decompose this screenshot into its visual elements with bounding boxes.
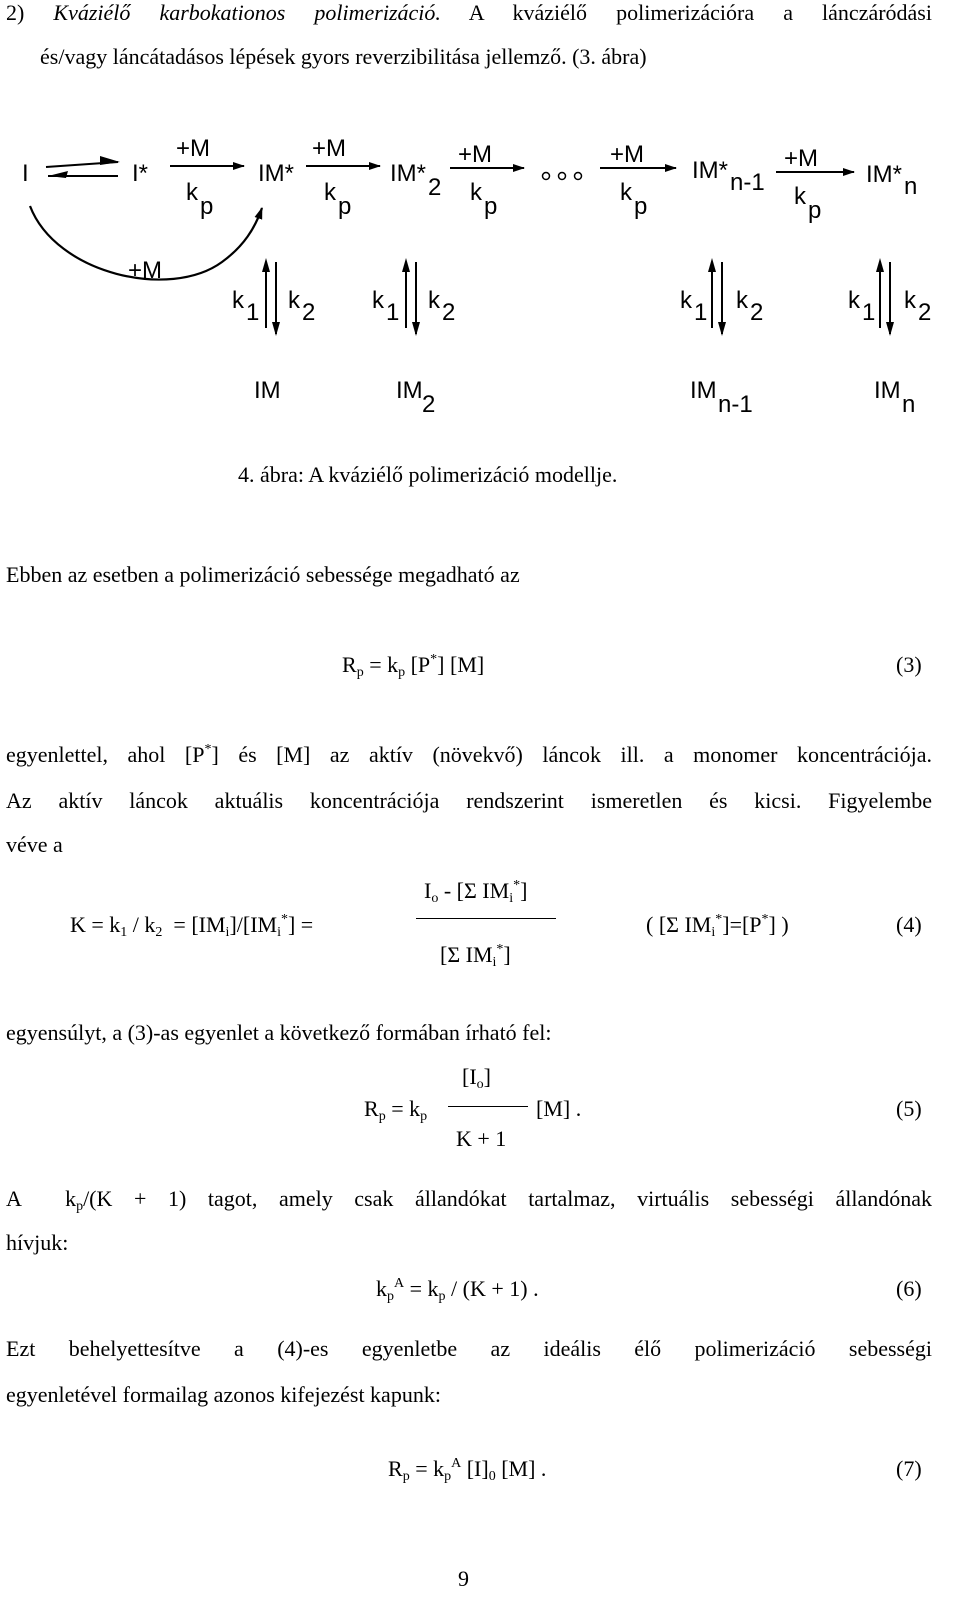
svg-text:k: k bbox=[372, 287, 384, 314]
figure-caption: 4. ábra: A kváziélő polimerizáció modellje. bbox=[238, 462, 618, 487]
kp-4: k bbox=[620, 179, 632, 206]
svg-text:1: 1 bbox=[694, 299, 708, 326]
paragraph-2-line1: egyenlettel, ahol [P*] és [M] az aktív (növekvő) láncok ill. a monomer koncentrációja. bbox=[6, 742, 932, 767]
dormant-im-2-sub: 2 bbox=[422, 391, 436, 418]
section-intro: A kváziélő polimerizációra a lánczáródási bbox=[468, 0, 932, 25]
paragraph-4-line2: hívjuk: bbox=[6, 1230, 69, 1255]
equation-5-lhs: $R_p = k_p$ bbox=[364, 1096, 428, 1124]
equilibrium-3 bbox=[680, 258, 763, 336]
svg-text:k: k bbox=[232, 287, 244, 314]
equilibrium-2 bbox=[372, 258, 455, 336]
svg-text:2: 2 bbox=[918, 299, 932, 326]
species-im-star-n-sub: n bbox=[904, 173, 918, 200]
dormant-im-n: IM bbox=[874, 377, 901, 404]
paragraph-2-line3: véve a bbox=[6, 832, 63, 857]
svg-text:1: 1 bbox=[386, 299, 400, 326]
equation-4-denominator: [Σ $IM_i^*$] bbox=[440, 942, 511, 970]
section-number: 2) bbox=[6, 0, 25, 25]
plus-m-2: +M bbox=[312, 135, 347, 162]
plus-m-5: +M bbox=[784, 145, 819, 172]
kp-1-sub: p bbox=[200, 193, 214, 220]
plus-m-4: +M bbox=[610, 141, 645, 168]
equation-7-number: (7) bbox=[896, 1456, 922, 1481]
svg-text:1: 1 bbox=[246, 299, 260, 326]
dormant-im: IM bbox=[254, 377, 281, 404]
svg-text:k: k bbox=[736, 287, 748, 314]
active-initiator-label: I* bbox=[132, 160, 149, 187]
dormant-im-2: IM bbox=[396, 377, 423, 404]
species-im-star-n1: IM* bbox=[692, 157, 728, 184]
kp-1: k bbox=[186, 179, 198, 206]
species-im-star-n1-sub: n-1 bbox=[730, 169, 765, 196]
species-im-star: IM* bbox=[258, 160, 294, 187]
paragraph-5-line2: egyenletével formailag azonos kifejezést kapunk: bbox=[6, 1382, 441, 1407]
dormant-im-n1-sub: n-1 bbox=[718, 391, 753, 418]
kp-2: k bbox=[324, 179, 336, 206]
kp-5: k bbox=[794, 183, 806, 210]
equilibrium-4 bbox=[848, 258, 931, 336]
svg-text:k: k bbox=[904, 287, 916, 314]
equation-4-numerator: $I_o - [\Sigma$ $IM_i^*$] bbox=[424, 878, 528, 906]
kp-3: k bbox=[470, 179, 482, 206]
equation-5-fraction-bar bbox=[448, 1106, 528, 1107]
svg-text:k: k bbox=[428, 287, 440, 314]
paragraph-1: Ebben az esetben a polimerizáció sebessége megadható az bbox=[6, 562, 520, 587]
paragraph-3: egyensúlyt, a (3)-as egyenlet a következő formában írható fel: bbox=[6, 1020, 552, 1045]
ellipsis-dots bbox=[543, 173, 582, 180]
svg-text:1: 1 bbox=[862, 299, 876, 326]
section-title: Kváziélő karbokationos polimerizáció. bbox=[53, 0, 441, 25]
dormant-im-n1: IM bbox=[690, 377, 717, 404]
equilibrium-arrow-i bbox=[46, 156, 120, 178]
equation-5-denominator: K + 1 bbox=[456, 1126, 507, 1151]
svg-text:2: 2 bbox=[750, 299, 764, 326]
equation-4-lhs: $K = k_1 / k_2 = [IM_i]/[IM_i^*]$ = bbox=[70, 912, 314, 940]
equation-4-condition: ( [Σ $IM_i^*]=[P^*]$ ) bbox=[646, 912, 789, 940]
paragraph-2-line2: Az aktív láncok aktuális koncentrációja rendszerint ismeretlen és kicsi. Figyelembe bbox=[6, 788, 932, 813]
svg-text:k: k bbox=[288, 287, 300, 314]
equation-3-number: (3) bbox=[896, 652, 922, 677]
kp-5-sub: p bbox=[808, 197, 822, 224]
equation-5-number: (5) bbox=[896, 1096, 922, 1121]
svg-text:2: 2 bbox=[302, 299, 316, 326]
equation-4-fraction-bar bbox=[416, 918, 556, 919]
equation-3: $R_p = k_p$ [P*] [M] bbox=[342, 652, 485, 680]
paragraph-5-line1: Ezt behelyettesítve a (4)-es egyenletbe az ideális élő polimerizáció sebességi bbox=[6, 1336, 932, 1361]
kp-4-sub: p bbox=[634, 193, 648, 220]
equation-4-number: (4) bbox=[896, 912, 922, 937]
section-heading-line2: és/vagy láncátadásos lépések gyors reverzibilitása jellemző. (3. ábra) bbox=[40, 44, 647, 69]
equation-5-rhs: [M] . bbox=[536, 1096, 582, 1121]
equation-5-numerator: $[I_o]$ bbox=[462, 1064, 491, 1092]
equation-6-number: (6) bbox=[896, 1276, 922, 1301]
paragraph-4-line1: A $k_p/(K + 1)$ tagot, amely csak állandókat tartalmaz, virtuális sebességi állandónak bbox=[6, 1186, 932, 1214]
quasi-living-scheme bbox=[0, 0, 960, 440]
species-im-star-2-sub: 2 bbox=[428, 174, 442, 201]
plus-m-initiation: +M bbox=[128, 257, 163, 284]
svg-text:2: 2 bbox=[442, 299, 456, 326]
kp-2-sub: p bbox=[338, 193, 352, 220]
species-im-star-2: IM* bbox=[390, 160, 426, 187]
equilibrium-1 bbox=[232, 258, 315, 336]
page-number: 9 bbox=[458, 1566, 469, 1591]
kp-3-sub: p bbox=[484, 193, 498, 220]
plus-m-3: +M bbox=[458, 141, 493, 168]
dormant-im-n-sub: n bbox=[902, 391, 916, 418]
equation-7: $R_p = k_p^A$ $[I]_0$ [M] . bbox=[388, 1456, 547, 1484]
plus-m-1: +M bbox=[176, 135, 211, 162]
svg-text:k: k bbox=[680, 287, 692, 314]
svg-text:k: k bbox=[848, 287, 860, 314]
equation-6: $k_p^A = k_p / (K + 1)$ . bbox=[376, 1276, 539, 1304]
initiator-label: I bbox=[22, 160, 29, 187]
species-im-star-n: IM* bbox=[866, 161, 902, 188]
